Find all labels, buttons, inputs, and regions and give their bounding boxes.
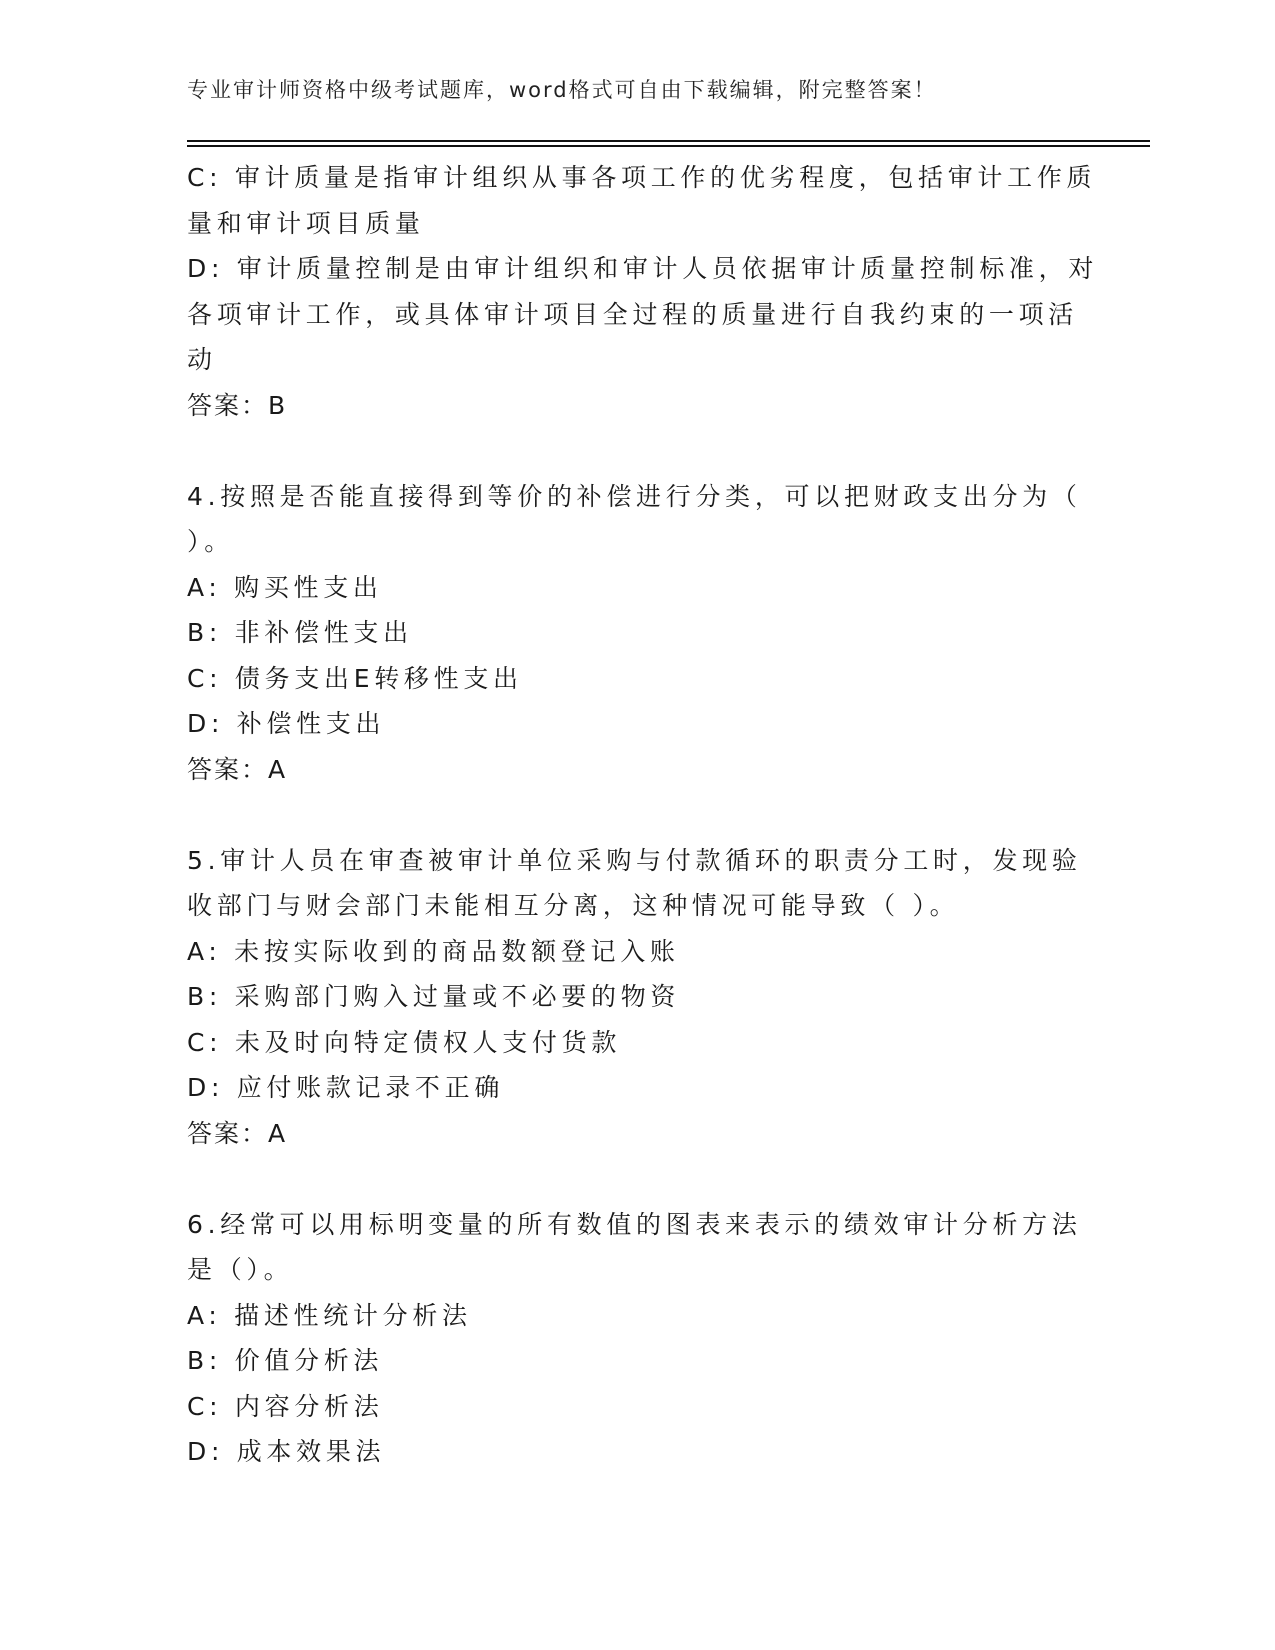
- option-d-line-1: D: 审计质量控制是由审计组织和审计人员依据审计质量控制标准，对: [187, 254, 1099, 283]
- question-stem-line-1: 6.经常可以用标明变量的所有数值的图表来表示的绩效审计分析方法: [187, 1209, 1082, 1239]
- header-rule-bottom: [187, 145, 1150, 147]
- option-c-line-2: 量和审计项目质量: [187, 208, 425, 238]
- question-stem-line-1: 5.审计人员在审查被审计单位采购与付款循环的职责分工时，发现验: [187, 845, 1082, 875]
- option-b: B: 价值分析法: [187, 1346, 384, 1375]
- option-b: B: 采购部门购入过量或不必要的物资: [187, 982, 681, 1011]
- option-d: D: 成本效果法: [187, 1437, 386, 1466]
- question-block-4: [187, 474, 1087, 793]
- option-b: B: 非补偿性支出: [187, 618, 413, 647]
- option-c: C: 债务支出E转移性支出: [187, 663, 523, 693]
- question-stem-line-2: 收部门与财会部门未能相互分离，这种情况可能导致（ ）。: [187, 891, 960, 920]
- answer-line: 答案：A: [187, 754, 288, 784]
- question-block-6: [187, 1202, 1087, 1475]
- header-rule-top: [187, 140, 1150, 142]
- option-a: A: 购买性支出: [187, 572, 383, 602]
- option-d-line-3: 动: [187, 345, 217, 374]
- question-stem-line-1: 4.按照是否能直接得到等价的补偿进行分类，可以把财政支出分为（: [187, 481, 1082, 511]
- option-d-line-2: 各项审计工作，或具体审计项目全过程的质量进行自我约束的一项活: [187, 299, 1079, 329]
- answer-line: 答案：A: [187, 1118, 288, 1148]
- option-d: D: 应付账款记录不正确: [187, 1073, 505, 1102]
- answer-line: 答案：B: [187, 390, 288, 420]
- document-body: [187, 155, 1099, 1475]
- option-c-line-1: C: 审计质量是指审计组织从事各项工作的优劣程度，包括审计工作质: [187, 163, 1097, 192]
- question-block-5: [187, 838, 1087, 1157]
- question-stem-line-2: ）。: [187, 527, 234, 556]
- option-c: C: 未及时向特定债权人支付货款: [187, 1027, 622, 1057]
- option-d: D: 补偿性支出: [187, 709, 386, 738]
- page-header-title: 专业审计师资格中级考试题库，word格式可自由下载编辑，附完整答案！: [187, 78, 937, 102]
- question-block-3: [187, 155, 1099, 428]
- question-stem-line-2: 是（）。: [187, 1255, 294, 1284]
- option-c: C: 内容分析法: [187, 1391, 384, 1421]
- option-a: A: 描述性统计分析法: [187, 1300, 472, 1330]
- option-a: A: 未按实际收到的商品数额登记入账: [187, 936, 680, 966]
